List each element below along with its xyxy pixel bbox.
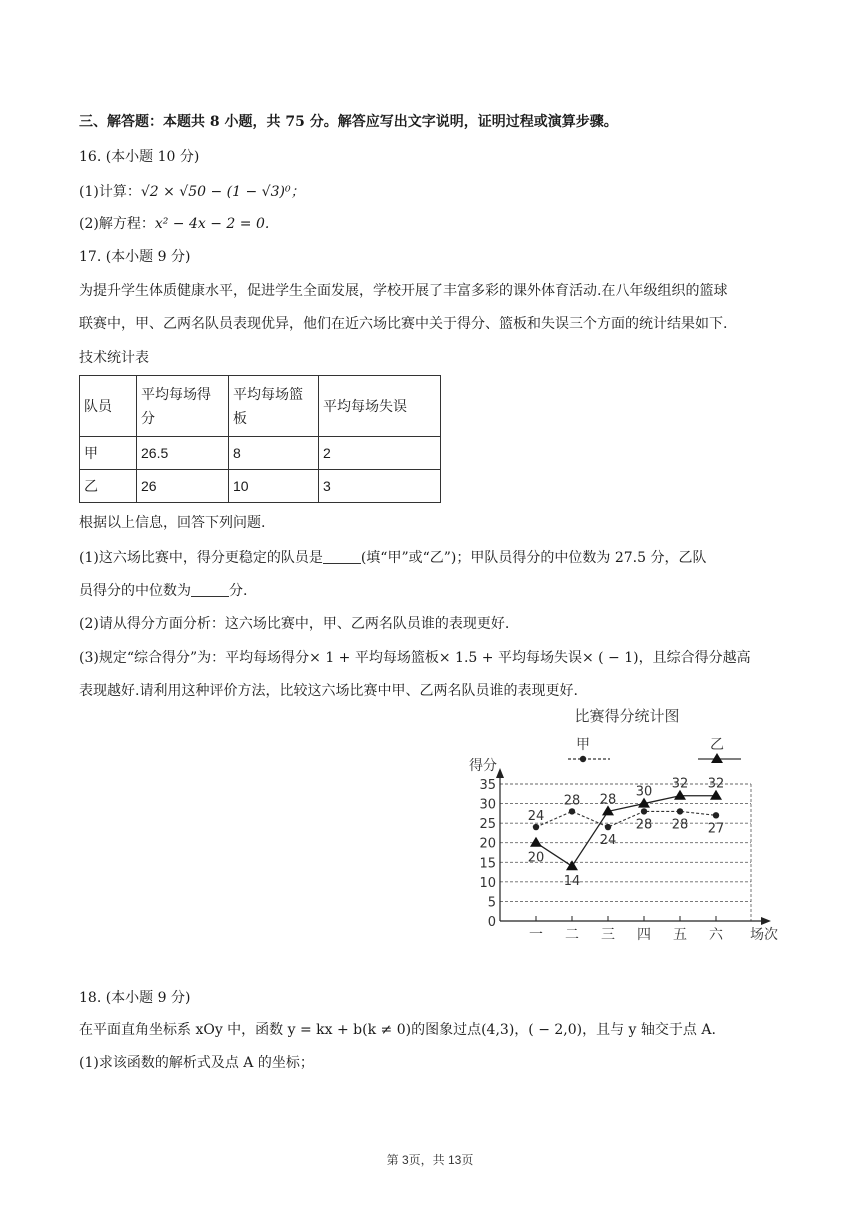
- x-tick-label: 二: [565, 927, 579, 943]
- data-label-jia: 24: [599, 833, 617, 849]
- data-label-jia: 28: [563, 793, 581, 809]
- x-tick-label: 四: [637, 927, 651, 943]
- answer-blank: [191, 582, 229, 597]
- y-tick-label: 35: [479, 778, 496, 793]
- q17-part1-text-c: 员得分的中位数为: [79, 583, 191, 599]
- x-tick-label: 六: [709, 927, 723, 943]
- table-cell: 甲: [80, 437, 137, 470]
- answer-blank: [323, 549, 361, 564]
- y-axis-label: 得分: [469, 758, 497, 774]
- data-label-jia: 28: [671, 817, 689, 833]
- data-point-jia: [677, 808, 683, 814]
- y-tick-label: 10: [479, 875, 496, 891]
- x-axis-label: 场次: [750, 927, 778, 943]
- chart-title: 比赛得分统计图: [574, 707, 680, 725]
- q17-intro-line2: 联赛中，甲、乙两名队员表现优异，他们在近六场比赛中关于得分、篮板和失误三个方面的统计结果如下.: [79, 316, 728, 332]
- q17-part3-line2: 表现越好.请利用这种评价方法，比较这六场比赛中甲、乙两名队员谁的表现更好.: [79, 683, 578, 699]
- q17-part1-text-a: (1)这六场比赛中，得分更稳定的队员是: [79, 550, 323, 566]
- data-label-yi: 30: [635, 784, 653, 800]
- table-cell: 乙: [80, 470, 137, 503]
- q17-header: 17. (本小题 9 分): [79, 249, 191, 265]
- y-tick-label: 30: [479, 797, 496, 813]
- data-label-yi: 20: [527, 850, 545, 866]
- legend-label-jia: 甲: [576, 737, 590, 753]
- q16-header: 16. (本小题 10 分): [79, 149, 200, 165]
- q18-line1: 在平面直角坐标系 xOy 中，函数 y = kx + b(k ≠ 0)的图象过点(4,3)，( − 2,0)，且与 y 轴交于点 A.: [79, 1022, 716, 1038]
- page-footer: 第 3页，共 13页: [386, 1153, 474, 1167]
- data-point-jia: [533, 824, 539, 830]
- legend-marker-jia: [580, 756, 586, 762]
- data-point-jia: [569, 808, 575, 814]
- table-row: [80, 470, 441, 503]
- series-line-jia: [536, 811, 716, 827]
- data-label-jia: 27: [707, 821, 725, 837]
- x-tick-label: 一: [529, 927, 543, 943]
- q16-part1-prefix: (1)计算：: [79, 184, 141, 200]
- q17-intro-line1: 为提升学生体质健康水平，促进学生全面发展，学校开展了丰富多彩的课外体育活动.在八年级组织的篮球: [79, 283, 728, 299]
- x-tick-label: 三: [601, 927, 615, 943]
- table-row: [80, 437, 441, 470]
- data-point-jia: [641, 808, 647, 814]
- y-axis-arrow: [496, 768, 504, 778]
- table-header-cell: 平均每场篮板: [229, 376, 319, 437]
- q17-part1-line2: [79, 581, 247, 601]
- table-cell: 3: [319, 470, 441, 503]
- data-label-yi: 14: [563, 874, 581, 890]
- y-tick-label: 15: [479, 856, 496, 872]
- q17-part1-text-d: 分.: [229, 583, 248, 599]
- table-header-cell: 平均每场得分: [137, 376, 229, 437]
- table-cell: 10: [229, 470, 319, 503]
- table-cell: 26: [137, 470, 229, 503]
- table-header-row: [80, 376, 441, 437]
- table-title: 技术统计表: [79, 350, 149, 366]
- data-label-yi: 32: [707, 776, 725, 792]
- data-point-jia: [713, 812, 719, 818]
- y-tick-label: 0: [487, 915, 496, 930]
- data-label-jia: 24: [527, 809, 545, 825]
- q16-part2-expr: x² − 4x − 2 = 0.: [154, 216, 270, 232]
- score-line-chart: [455, 700, 790, 950]
- q16-part2: [79, 214, 269, 234]
- y-tick-label: 20: [479, 836, 496, 852]
- data-point-jia: [605, 824, 611, 830]
- q16-part1: [79, 182, 305, 202]
- table-header-cell: 平均每场失误: [319, 376, 441, 437]
- data-label-yi: 28: [599, 792, 617, 808]
- q17-part2: (2)请从得分方面分析：这六场比赛中，甲、乙两名队员谁的表现更好.: [79, 616, 510, 632]
- x-tick-label: 五: [673, 927, 687, 943]
- table-cell: 26.5: [137, 437, 229, 470]
- legend-label-yi: 乙: [710, 737, 724, 753]
- q16-part1-expr: √2 × √50 − (1 − √3)⁰；: [140, 184, 305, 200]
- data-point-yi: [530, 837, 542, 847]
- y-tick-label: 5: [487, 895, 496, 911]
- data-label-yi: 32: [671, 776, 689, 792]
- q17-part3-line1: (3)规定“综合得分”为：平均每场得分× 1 + 平均每场篮板× 1.5 + 平均每场失误× ( − 1)，且综合得分越高: [79, 650, 751, 666]
- table-cell: 2: [319, 437, 441, 470]
- table-header-cell: 队员: [80, 376, 137, 437]
- answer-prompt: 根据以上信息，回答下列问题.: [79, 515, 266, 531]
- q16-part2-prefix: (2)解方程：: [79, 216, 155, 232]
- stats-table: [79, 375, 441, 503]
- x-axis-arrow: [761, 917, 771, 925]
- q18-part1: (1)求该函数的解析式及点 A 的坐标；: [79, 1055, 314, 1071]
- data-label-jia: 28: [635, 817, 653, 833]
- q17-part1-text-b: (填“甲”或“乙”)；甲队员得分的中位数为 27.5 分，乙队: [360, 550, 707, 566]
- q17-part1-line1: [79, 548, 706, 568]
- legend-marker-yi: [711, 753, 723, 763]
- y-tick-label: 25: [479, 817, 496, 833]
- table-cell: 8: [229, 437, 319, 470]
- q18-header: 18. (本小题 9 分): [79, 990, 191, 1006]
- section-heading: 三、解答题：本题共 8 小题，共 75 分。解答应写出文字说明，证明过程或演算步骤。: [79, 114, 618, 130]
- data-point-yi: [566, 860, 578, 870]
